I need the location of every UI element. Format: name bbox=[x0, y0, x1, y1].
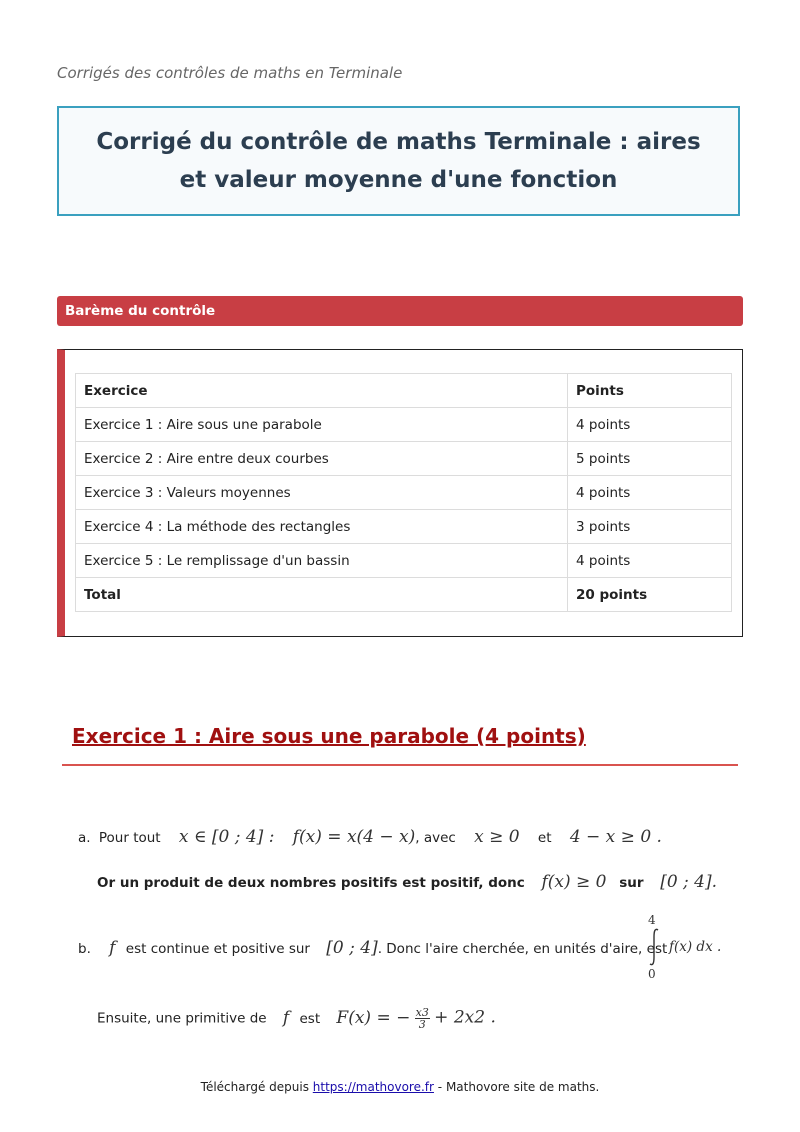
table-header-row bbox=[76, 374, 732, 408]
math: F(x) = − bbox=[336, 1007, 411, 1028]
integrand: f(x) dx . bbox=[669, 939, 722, 955]
page-title: Corrigé du contrôle de maths Terminale : aires et valeur moyenne d'une fonction bbox=[96, 129, 701, 193]
breadcrumb: Corrigés des contrôles de maths en Terminale bbox=[57, 64, 403, 82]
text: et bbox=[537, 830, 552, 846]
bareme-heading: Barème du contrôle bbox=[57, 296, 743, 326]
part-marker: b. bbox=[78, 941, 91, 957]
math: f bbox=[282, 1007, 290, 1028]
table-row bbox=[76, 544, 732, 578]
part-a-line bbox=[78, 827, 662, 847]
part-a-conclusion bbox=[97, 872, 717, 892]
footer-link[interactable]: https://mathovore.fr bbox=[312, 1080, 434, 1094]
math: x ≥ 0 bbox=[474, 827, 520, 847]
bareme-box bbox=[57, 349, 743, 637]
cell-exercice: Exercice 3 : Valeurs moyennes bbox=[76, 476, 568, 510]
cell-exercice: Exercice 4 : La méthode des rectangles bbox=[76, 510, 568, 544]
text: Pour tout bbox=[98, 830, 161, 846]
cell-points: 3 points bbox=[568, 510, 732, 544]
math: [0 ; 4] bbox=[326, 938, 378, 958]
math: 4 − x ≥ 0 . bbox=[569, 827, 662, 847]
total-points: 20 points bbox=[568, 578, 732, 612]
text: sur bbox=[619, 875, 644, 891]
exercise-title: Exercice 1 : Aire sous une parabole (4 points) bbox=[72, 724, 586, 748]
table-total-row bbox=[76, 578, 732, 612]
footer-suffix: - Mathovore site de maths. bbox=[437, 1080, 600, 1094]
math: + 2x2 . bbox=[434, 1007, 496, 1028]
cell-points: 4 points bbox=[568, 408, 732, 442]
table-row bbox=[76, 442, 732, 476]
text: Ensuite, une primitive de bbox=[97, 1010, 267, 1027]
bareme-table bbox=[75, 373, 732, 612]
fraction-numerator: x3 bbox=[415, 1006, 429, 1019]
table-row bbox=[76, 476, 732, 510]
integral-sign-icon bbox=[644, 927, 664, 967]
integral-lower-bound: 0 bbox=[648, 967, 656, 981]
math: f bbox=[109, 938, 116, 958]
text: . Donc l'aire cherchée, en unités d'aire, est bbox=[377, 941, 668, 957]
footer-prefix: Téléchargé depuis bbox=[200, 1080, 309, 1094]
table-row bbox=[76, 408, 732, 442]
title-box bbox=[57, 106, 740, 216]
cell-points: 4 points bbox=[568, 544, 732, 578]
part-marker: a. bbox=[78, 830, 91, 846]
text: est continue et positive sur bbox=[125, 941, 310, 957]
cell-exercice: Exercice 2 : Aire entre deux courbes bbox=[76, 442, 568, 476]
text: est bbox=[299, 1010, 321, 1027]
total-label: Total bbox=[76, 578, 568, 612]
part-b-line bbox=[78, 938, 667, 958]
math: f(x) ≥ 0 bbox=[541, 872, 607, 892]
integral-upper-bound: 4 bbox=[648, 913, 656, 927]
text: , avec bbox=[415, 830, 456, 846]
math: x ∈ [0 ; 4] : bbox=[178, 827, 275, 847]
math: [0 ; 4]. bbox=[660, 872, 718, 892]
cell-exercice: Exercice 5 : Le remplissage d'un bassin bbox=[76, 544, 568, 578]
cell-points: 4 points bbox=[568, 476, 732, 510]
text: Or un produit de deux nombres positifs est positif, donc bbox=[97, 875, 525, 891]
header-exercice: Exercice bbox=[76, 374, 568, 408]
footer bbox=[0, 1080, 800, 1094]
cell-points: 5 points bbox=[568, 442, 732, 476]
header-points: Points bbox=[568, 374, 732, 408]
divider bbox=[62, 764, 738, 766]
math: f(x) = x(4 − x) bbox=[292, 827, 416, 847]
table-row bbox=[76, 510, 732, 544]
cell-exercice: Exercice 1 : Aire sous une parabole bbox=[76, 408, 568, 442]
part-b-primitive bbox=[97, 1007, 496, 1030]
fraction-denominator: 3 bbox=[418, 1018, 426, 1031]
fraction bbox=[415, 1007, 430, 1030]
integral-symbol bbox=[644, 913, 664, 983]
